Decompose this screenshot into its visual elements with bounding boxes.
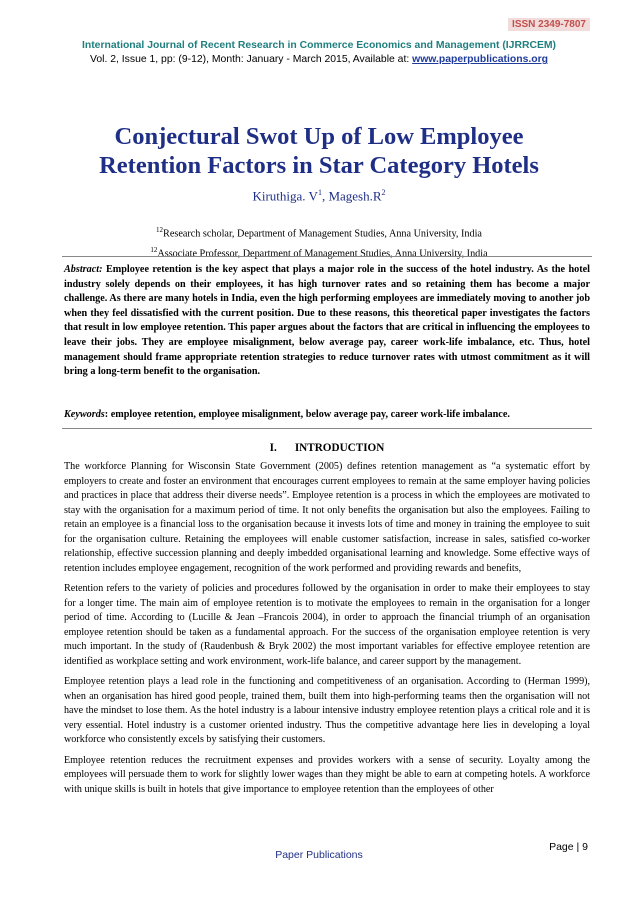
journal-details bbox=[60, 53, 578, 67]
affiliation-2 bbox=[60, 242, 578, 262]
abstract-text: Employee retention is the key aspect that plays a major role in the success of the hotel industry. As the hotel industry solely depends on their employees, it has high turnover rates and so retaining them has become a major challenge. As there are many hotels in India, even the high performing employees are immediately moving to another job when they feel dissatisfied with the current position. Due to these reasons, this theoretical paper investigates the factors that result in low employee retention. This paper argues about the factors that are critical in influencing the employees to leave their jobs. They are employee misalignment, below average pay, career work-life imbalance, etc. Thus, hotel management should frame appropriate retention strategies to reduce turnover rates with utmost commitment as it will bring a long-term benefit to the organisation. bbox=[64, 264, 591, 378]
author-separator: , bbox=[321, 188, 329, 204]
section-heading bbox=[64, 442, 590, 454]
issn-badge: ISSN 2349-7807 bbox=[508, 18, 590, 31]
section-body bbox=[64, 460, 590, 803]
paper-title-line-1: Conjectural Swot Up of Low Employee bbox=[114, 123, 524, 150]
paper-title bbox=[40, 122, 598, 180]
paragraph-4: Employee retention reduces the recruitment expenses and provides workers with a sense of security. Loyalty among the employees will persuade them to work for slightly lower wages than they might be able to earn at competing hotels. A workforce with unique skills is built in hotels that give importance to employee retention than the employees of other bbox=[64, 754, 590, 795]
paragraph-3: Employee retention plays a lead role in the functioning and competitiveness of an organisation. According to (Herman 1999), when an organisation has hired good people, trained them, built them into high-performing teams then the organisation will not have the mindset to lose them. As the hotel industry is a labour intensive industry employee retention plays a critical role and it is very essential. Hotel industry is a customer oriented industry. Thus the competitive advantage here lies in developing a loyal workforce who consistently excels by satisfying their customers. bbox=[64, 676, 590, 745]
footer-publisher: Paper Publications bbox=[275, 849, 363, 861]
authors bbox=[40, 188, 598, 204]
affiliation-2-text: Associate Professor, Department of Management Studies, Anna University, India bbox=[157, 248, 488, 260]
paper-title-line-2: Retention Factors in Star Category Hotels bbox=[99, 152, 539, 179]
abstract-top-divider bbox=[62, 256, 592, 257]
section-number: I. bbox=[269, 442, 277, 454]
abstract-label: Abstract: bbox=[64, 264, 103, 275]
affiliation-1-text: Research scholar, Department of Management Studies, Anna University, India bbox=[163, 228, 482, 240]
author-1: Kiruthiga. V bbox=[252, 188, 318, 204]
keywords-bottom-divider bbox=[62, 428, 592, 429]
page-number: Page | 9 bbox=[549, 841, 588, 853]
journal-header bbox=[60, 39, 578, 67]
affiliation-1-sup: 12 bbox=[156, 226, 164, 234]
paragraph-1: The workforce Planning for Wisconsin State Government (2005) defines retention management as “a systematic effort by employers to create and foster an environment that encourages current employees to remain at the same employer having policies and practices in place that address their diverse needs”. Employee retention is a process in which the employees are motivated to stay with the organisation for a maximum period of time. It not only benefits the organisation but also the employees. Failing to retain an employee is a financial loss to the organisation because it invests lots of time and money in training the employee to suit for the organisation culture. Retaining the employees will enable customer satisfaction, increase in sales, satisfied co-worker relationship, effective succession planning and deeply imbedded organisational learning and knowledge. Some effective ways of retention includes employee engagement, recognition of the work performed and providing rewards and benefits, bbox=[64, 461, 590, 574]
section-title: INTRODUCTION bbox=[294, 442, 385, 454]
keywords-label: Keywords bbox=[64, 409, 105, 420]
keywords bbox=[64, 408, 590, 422]
affiliation-1 bbox=[60, 222, 578, 242]
keywords-text: : employee retention, employee misalignment, below average pay, career work-life imbalance. bbox=[104, 409, 510, 420]
journal-volume-info: Vol. 2, Issue 1, pp: (9-12), Month: January - March 2015, Available at: bbox=[90, 54, 413, 65]
journal-website-link[interactable]: www.paperpublications.org bbox=[412, 54, 548, 65]
affiliation-2-sup: 12 bbox=[150, 246, 158, 255]
author-2-sup: 2 bbox=[381, 188, 386, 197]
paragraph-2: Retention refers to the variety of policies and procedures followed by the organisation in order to make their employees to stay for a longer time. The main aim of employee retention is to motivate the employees to remain in the organisation for a longer period of time. According to (Lucille & Jean –Francois 2004), in order to approach the financial triumph of an organisation employee retention should be taken as a fundamental approach. For the success of the organisation employee retention is very much important. In the study of (Raudenbush & Bryk 2002) the most important variables for effective employee retention are identified as workplace setting and work environment, work-life balance, and career support by the management. bbox=[64, 583, 590, 667]
author-2: Magesh.R bbox=[328, 188, 382, 204]
abstract bbox=[64, 263, 590, 380]
author-1-sup: 1 bbox=[317, 188, 322, 197]
journal-name: International Journal of Recent Research in Commerce Economics and Management (IJRRCEM) bbox=[81, 40, 557, 51]
